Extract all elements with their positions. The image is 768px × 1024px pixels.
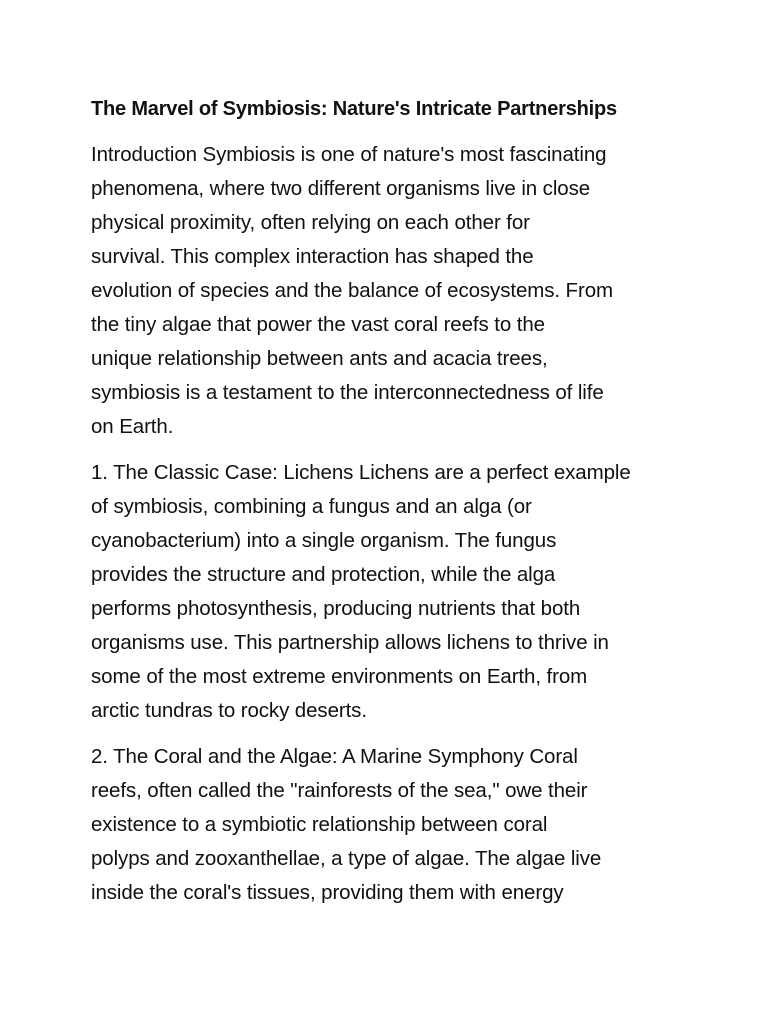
- text-line: physical proximity, often relying on each other for: [91, 211, 530, 234]
- text-line: of symbiosis, combining a fungus and an alga (or: [91, 495, 532, 518]
- text-line: provides the structure and protection, while the alga: [91, 563, 556, 586]
- text-line: the tiny algae that power the vast coral reefs to the: [91, 313, 545, 336]
- text-line: performs photosynthesis, producing nutrients that both: [91, 597, 581, 620]
- text-line: polyps and zooxanthellae, a type of algae. The algae live: [91, 847, 602, 870]
- text-line: on Earth.: [91, 415, 174, 438]
- text-line: organisms use. This partnership allows lichens to thrive in: [91, 631, 609, 654]
- text-line: evolution of species and the balance of ecosystems. From: [91, 279, 613, 302]
- text-line: reefs, often called the "rainforests of the sea," owe their: [91, 779, 588, 802]
- text-line: some of the most extreme environments on Earth, from: [91, 665, 588, 688]
- text-line: cyanobacterium) into a single organism. The fungus: [91, 529, 557, 552]
- text-line: arctic tundras to rocky deserts.: [91, 699, 367, 722]
- text-line: 2. The Coral and the Algae: A Marine Symphony Coral: [91, 745, 578, 768]
- paragraph-introduction: [91, 138, 691, 444]
- text-line: 1. The Classic Case: Lichens Lichens are a perfect example: [91, 461, 631, 484]
- text-line: survival. This complex interaction has shaped the: [91, 245, 534, 268]
- document-title: The Marvel of Symbiosis: Nature's Intricate Partnerships: [91, 98, 617, 120]
- paragraph-lichens: [91, 456, 691, 728]
- document-body: [91, 92, 691, 922]
- text-line: symbiosis is a testament to the interconnectedness of life: [91, 381, 604, 404]
- text-line: Introduction Symbiosis is one of nature's most fascinating: [91, 143, 607, 166]
- paragraph-coral: [91, 740, 691, 910]
- text-line: unique relationship between ants and acacia trees,: [91, 347, 548, 370]
- text-line: existence to a symbiotic relationship between coral: [91, 813, 548, 836]
- text-line: phenomena, where two different organisms live in close: [91, 177, 591, 200]
- text-line: inside the coral's tissues, providing them with energy: [91, 881, 564, 904]
